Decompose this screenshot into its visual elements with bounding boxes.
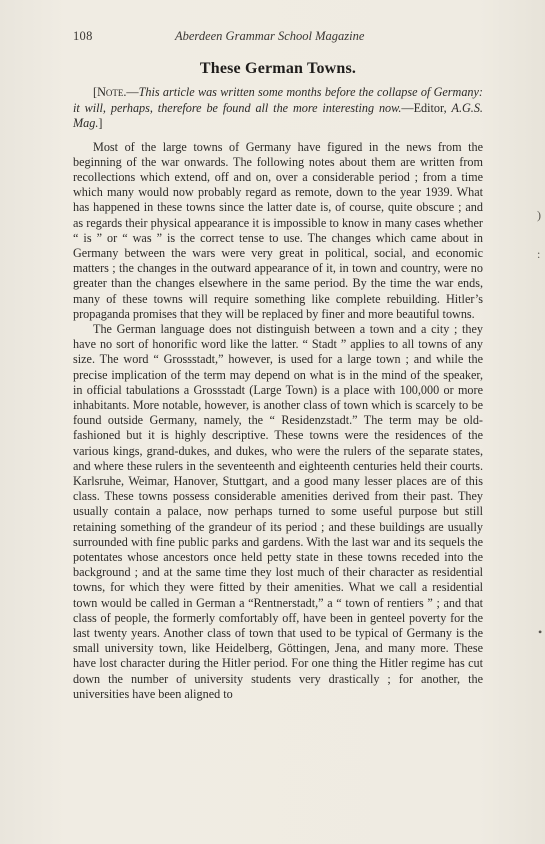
running-head: Aberdeen Grammar School Magazine (175, 29, 365, 43)
paragraph-1: Most of the large towns of Germany have figured in the news from the beginning of the war onwards. The following notes about them are written from recollections which extend, off and on, over a considerable period ; from a time which many would now probably regard as remote, down to the year 1939. What has happened in these towns since the latter date is, of course, quite obscure ; and as regards their physical appearance it is impossible to know in many cases whether “ is ” or “ was ” is the correct tense to use. The changes which came about in Germany between the wars were very great in political, social, and economic matters ; the changes in the outward appearance of it, in town and country, were no greater than the changes elsewhere in the same period. By the time the war ends, many of these towns will require something like complete rebuilding. Hitler’s propaganda promises that they will be replaced by finer and more beautiful towns. (73, 139, 483, 321)
note-magazine: A.G.S. Mag. (73, 100, 483, 130)
article-title: These German Towns. (199, 60, 357, 77)
editor-note (73, 85, 483, 132)
margin-mark: ) (537, 208, 541, 222)
note-dash-2: — (401, 100, 414, 115)
paragraph-2: The German language does not distinguish between a town and a city ; they have no sort of honorific word like the latter. “ Stadt ” applies to all towns of any size. The word “ Grossstadt,” however, is used for a large town ; and while the precise implication of the term may depend on what is in the mind of the speaker, in official tabulations a Grossstadt (Large Town) is a place with 100,000 or more inhabitants. More notable, however, is another class of town which is scarcely to be found outside Germany, namely, the “ Residenzstadt.” The term may be old-fashioned but it is highly descriptive. These towns were the residences of the various kings, grand-dukes, and dukes, who were the rulers of the separate states, and where these rulers in the seventeenth and eighteenth centuries held their courts. Karlsruhe, Weimar, Hanover, Stuttgart, and a good many lesser places are of this class. These towns possess considerable amenities derived from their past. They usually contain a palace, now perhaps turned to some useful purpose but still retaining something of the grandeur of its period ; and these buildings are usually surrounded with fine public parks and gardens. With the last war and its sequels the potentates whose ancestors once held petty state in these towns receded into the background ; and at the same time they lost much of their character as residential towns, for which they were fitted by their amenities. What we call a residential town would be called in German a “Rentnerstadt,” a “ town of rentiers ” ; and that class of people, the formerly comfortably off, have been in genteel poverty for the last twenty years. Another class of town that used to be typical of Germany is the small university town, like Heidelberg, Göttingen, Jena, and many more. These have lost character during the Hitler period. For one thing the Hitler regime has cut down the number of university students very drastically ; for another, the universities have been aligned to (73, 321, 483, 701)
margin-mark: : (537, 247, 541, 261)
article (73, 60, 483, 702)
page-header (73, 29, 481, 45)
note-label: Note. (97, 85, 127, 99)
note-italic-text: This article was written some months before the collapse of Germany: it will, perhaps, therefore be found all the more interesting now. (73, 85, 483, 115)
page-number: 108 (73, 29, 93, 43)
note-open-bracket: [ (93, 85, 98, 99)
margin-mark: • (538, 625, 543, 639)
note-dash: — (126, 85, 139, 99)
note-editor: Editor, (413, 100, 452, 115)
note-close-bracket: ] (98, 116, 103, 130)
